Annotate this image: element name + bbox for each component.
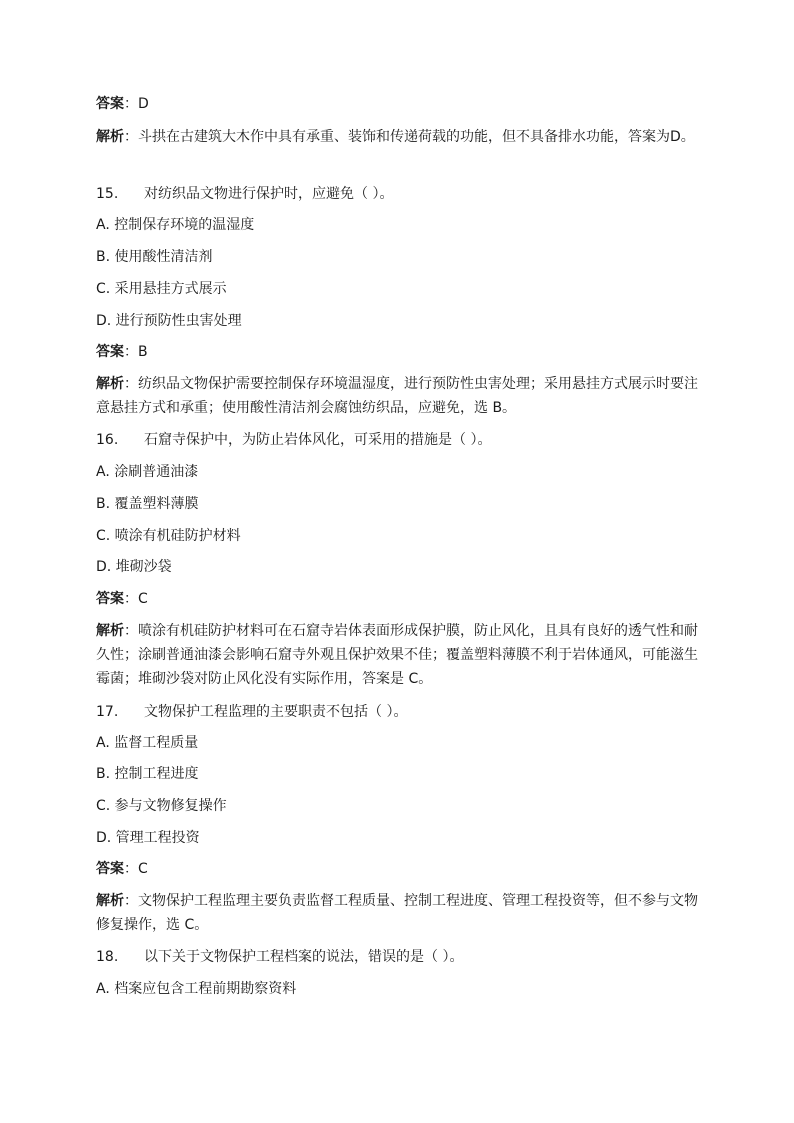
analysis-text: 喷涂有机硅防护材料可在石窟寺岩体表面形成保护膜，防止风化，且具有良好的透气性和耐久性；涂刷普通油漆会影响石窟寺外观且保护效果不佳；覆盖塑料薄膜不利于岩体通风，可能滋生霉菌；堆砌沙袋对防止风化没有实际作用，答案是 C。 <box>96 623 698 687</box>
option-c: C. 采用悬挂方式展示 <box>96 281 227 297</box>
analysis-paragraph: 解析：文物保护工程监理主要负责监督工程质量、控制工程进度、管理工程投资等，但不参与文物修复操作，选 C。 <box>96 893 698 933</box>
question-number: 18. <box>96 949 119 965</box>
question-number: 15. <box>96 186 119 202</box>
question-stem <box>96 700 407 724</box>
option-d: D. 进行预防性虫害处理 <box>96 313 242 329</box>
analysis-text: 斗拱在古建筑大木作中具有承重、装饰和传递荷载的功能，但不具备排水功能，答案为D。 <box>138 129 695 145</box>
analysis-paragraph: 解析：斗拱在古建筑大木作中具有承重、装饰和传递荷载的功能，但不具备排水功能，答案为D。 <box>96 129 695 145</box>
option-a: A. 监督工程质量 <box>96 735 199 751</box>
question-text: 文物保护工程监理的主要职责不包括（ ）。 <box>144 704 408 720</box>
answer-value: C <box>138 861 148 877</box>
question-number: 17. <box>96 704 119 720</box>
option-c: C. 喷涂有机硅防护材料 <box>96 528 241 544</box>
question-stem <box>96 428 491 452</box>
option-c: C. 参与文物修复操作 <box>96 798 227 814</box>
answer-line: 答案：C <box>96 861 148 877</box>
answer-value: D <box>138 96 149 112</box>
option-a: A. 涂刷普通油漆 <box>96 464 199 480</box>
option-a: A. 档案应包含工程前期勘察资料 <box>96 981 297 997</box>
option-a: A. 控制保存环境的温湿度 <box>96 217 255 233</box>
option-d: D. 管理工程投资 <box>96 830 200 846</box>
question-stem <box>96 945 463 969</box>
answer-value: B <box>138 344 148 360</box>
option-d: D. 堆砌沙袋 <box>96 559 172 575</box>
analysis-text: 文物保护工程监理主要负责监督工程质量、控制工程进度、管理工程投资等，但不参与文物修复操作，选 C。 <box>96 893 698 933</box>
answer-line: 答案：D <box>96 96 149 112</box>
option-b: B. 使用酸性清洁剂 <box>96 249 213 265</box>
question-text: 石窟寺保护中，为防止岩体风化，可采用的措施是（ ）。 <box>144 432 492 448</box>
analysis-paragraph: 解析：纺织品文物保护需要控制保存环境温湿度，进行预防性虫害处理；采用悬挂方式展示时要注意悬挂方式和承重；使用酸性清洁剂会腐蚀纺织品，应避免，选 B。 <box>96 376 698 416</box>
question-text: 以下关于文物保护工程档案的说法，错误的是（ ）。 <box>144 949 464 965</box>
answer-line: 答案：C <box>96 591 148 607</box>
analysis-paragraph: 解析：喷涂有机硅防护材料可在石窟寺岩体表面形成保护膜，防止风化，且具有良好的透气性和耐久性；涂刷普通油漆会影响石窟寺外观且保护效果不佳；覆盖塑料薄膜不利于岩体通风，可能滋生霉菌；堆砌沙袋对防止风化没有实际作用，答案是 C。 <box>96 623 698 687</box>
question-number: 16. <box>96 432 119 448</box>
question-text: 对纺织品文物进行保护时，应避免（ ）。 <box>144 186 394 202</box>
question-stem <box>96 182 393 206</box>
analysis-text: 纺织品文物保护需要控制保存环境温湿度，进行预防性虫害处理；采用悬挂方式展示时要注意悬挂方式和承重；使用酸性清洁剂会腐蚀纺织品，应避免，选 B。 <box>96 376 698 416</box>
answer-line: 答案：B <box>96 344 148 360</box>
option-b: B. 覆盖塑料薄膜 <box>96 496 199 512</box>
option-b: B. 控制工程进度 <box>96 766 199 782</box>
answer-value: C <box>138 591 148 607</box>
